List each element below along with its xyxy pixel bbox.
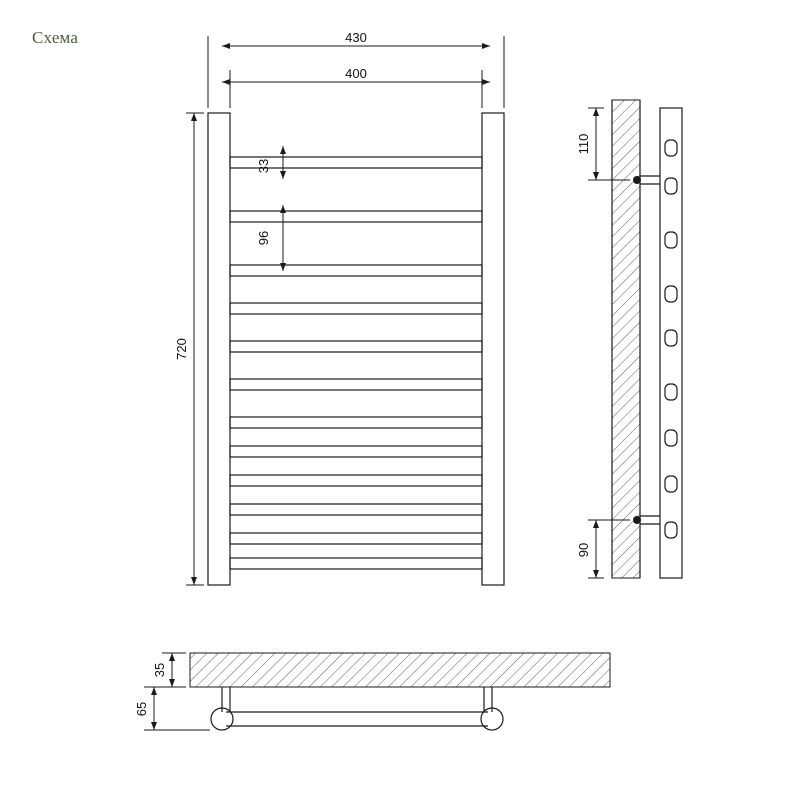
page-title: Схема [32,28,79,47]
dim-wall-to-pipe: 35 [152,662,167,678]
top-view [134,653,610,730]
dim-top-mount-offset: 110 [576,133,591,155]
dim-wall-to-front: 65 [134,701,149,717]
dim-overall-height: 720 [174,338,189,360]
dim-inner-width: 400 [345,66,367,81]
dim-top-gap: 33 [256,158,271,174]
dim-overall-width: 430 [345,30,367,45]
front-view [174,30,504,585]
dim-rung-pitch: 96 [256,230,271,246]
side-view [576,100,682,578]
dim-bottom-mount-offset: 90 [576,542,591,558]
